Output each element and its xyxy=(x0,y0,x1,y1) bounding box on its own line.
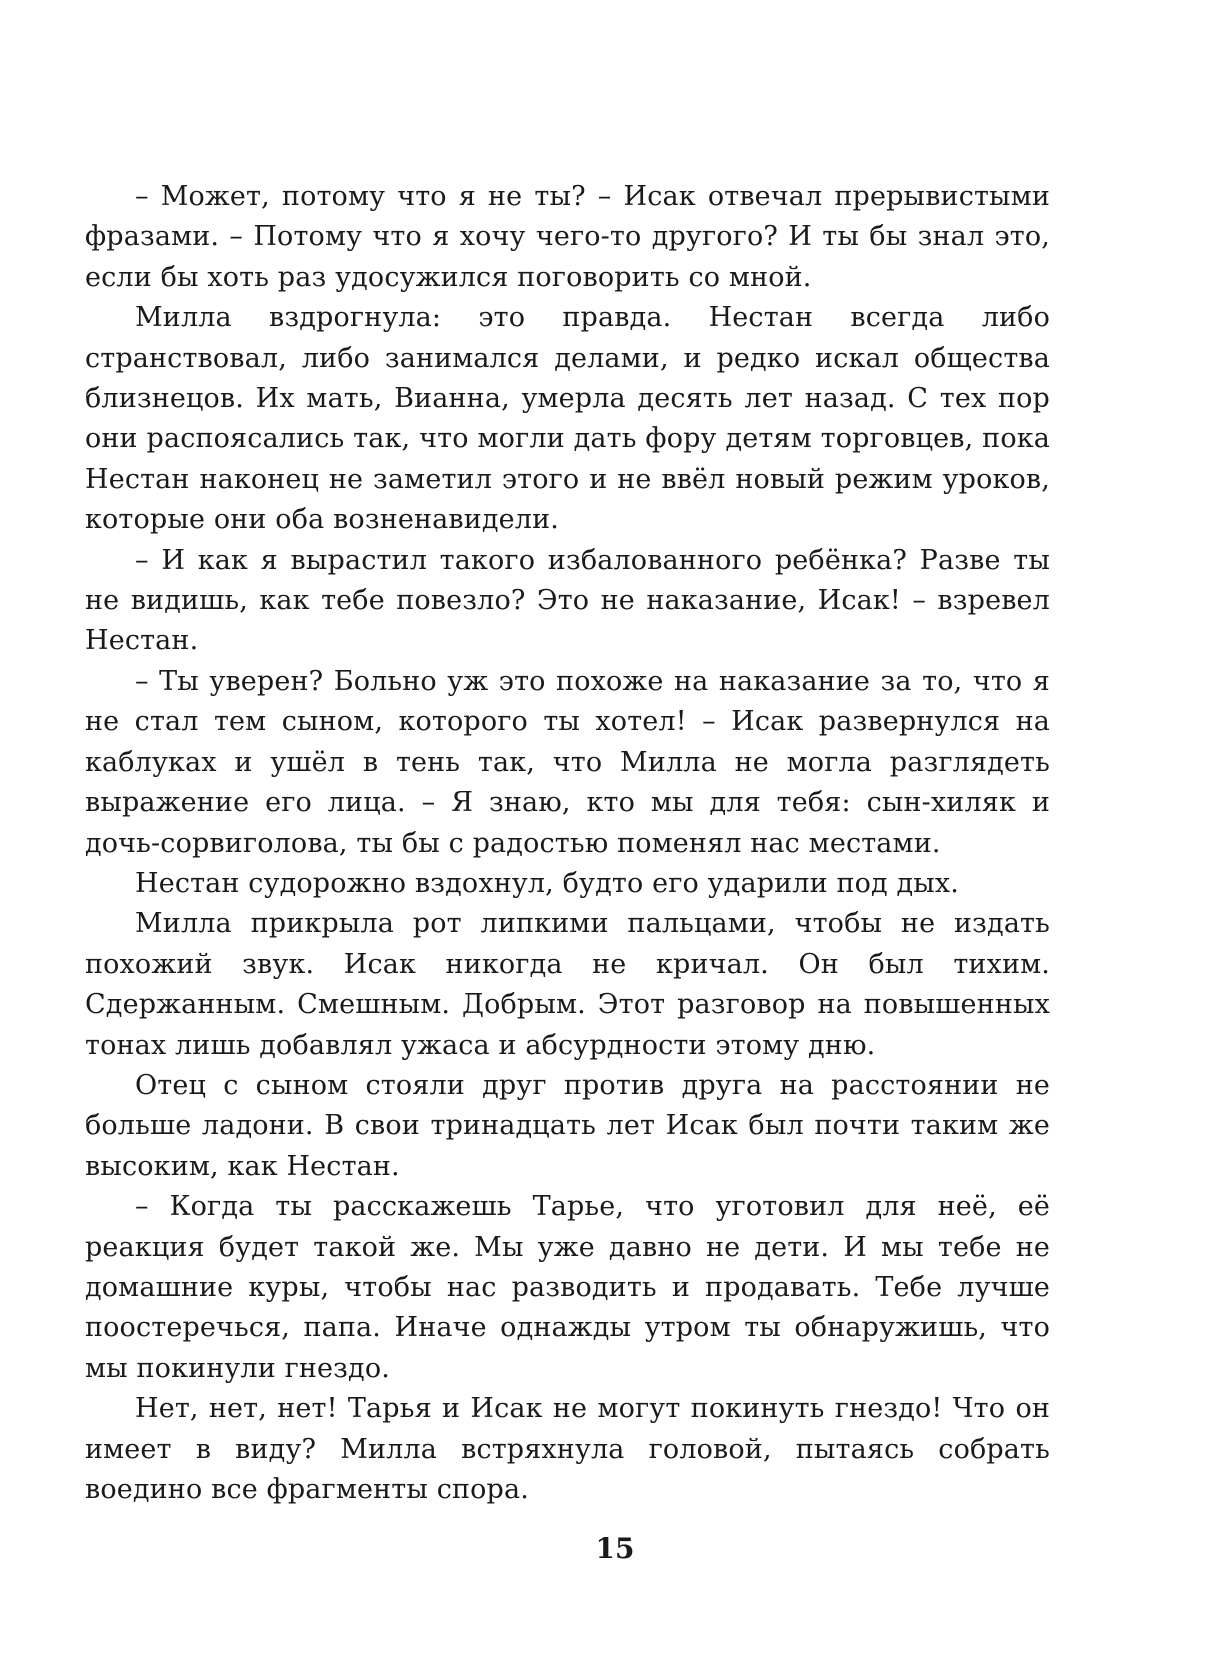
paragraph-4: – Ты уверен? Больно уж это похоже на наказание за то, что я не стал тем сыном, которого ты хотел! – Исак развернулся на каблуках и ушёл в тень так, что Милла не могла разглядеть выражение его лица. – Я знаю, кто мы для тебя: сын-хиляк и дочь-сорвиголова, ты бы с радостью поменял нас местами. xyxy=(85,665,1050,859)
page-number: 15 xyxy=(595,1532,635,1565)
paragraph-5: Нестан судорожно вздохнул, будто его ударили под дых. xyxy=(135,867,960,899)
paragraph-8: – Когда ты расскажешь Тарье, что уготовил для неё, её реакция будет такой же. Мы уже давно не дети. И мы тебе не домашние куры, чтобы нас разводить и продавать. Тебе лучше поостеречься, папа. Иначе однажды утром ты обнаружишь, что мы покинули гнездо. xyxy=(85,1191,1050,1384)
paragraph-3: – И как я вырастил такого избалованного ребёнка? Разве ты не видишь, как тебе повезло? Это не наказание, Исак! – взревел Нестан. xyxy=(85,544,1050,657)
paragraph-6: Милла прикрыла рот липкими пальцами, чтобы не издать похожий звук. Исак никогда не кричал. Он был тихим. Сдержанным. Смешным. Добрым. Этот разговор на повышенных тонах лишь добавлял ужаса и абсурдности этому дню. xyxy=(85,908,1050,1061)
paragraph-2: Милла вздрогнула: это правда. Нестан всегда либо странствовал, либо занимался делами, и редко искал общества близнецов. Их мать, Вианна, умерла десять лет назад. С тех пор они распоясались так, что могли дать фору детям торговцев, пока Нестан наконец не заметил этого и не ввёл новый режим уроков, которые они оба возненавидели. xyxy=(85,302,1050,536)
body-text xyxy=(85,177,1050,1510)
paragraph-1: – Может, потому что я не ты? – Исак отвечал прерывистыми фразами. – Потому что я хочу чего-то другого? И ты бы знал это, если бы хоть раз удосужился поговорить со мной. xyxy=(85,181,1050,293)
paragraph-9: Нет, нет, нет! Тарья и Исак не могут покинуть гнездо! Что он имеет в виду? Милла встряхнула головой, пытаясь собрать воедино все фрагменты спора. xyxy=(85,1393,1050,1505)
paragraph-7: Отец с сыном стояли друг против друга на расстоянии не больше ладони. В свои тринадцать лет Исак был почти таким же высоким, как Нестан. xyxy=(85,1069,1050,1182)
